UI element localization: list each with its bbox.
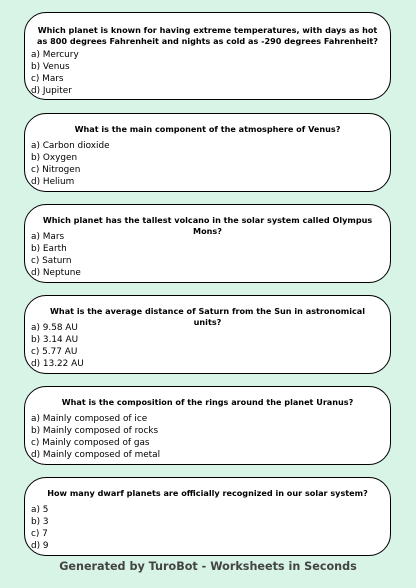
option-b: b) Oxygen <box>31 153 78 163</box>
option-d: d) 9 <box>31 541 49 551</box>
question-text: What is the average distance of Saturn from the Sun in astronomical units? <box>50 306 365 327</box>
question-card-6 <box>24 477 391 556</box>
footer-credit: Generated by TuroBot - Worksheets in Seconds <box>59 560 357 573</box>
option-b: b) 3 <box>31 517 49 527</box>
answer-options <box>31 413 160 461</box>
option-a: a) Mars <box>31 232 65 242</box>
question-card-2 <box>24 113 391 192</box>
answer-options <box>31 140 110 188</box>
option-c: c) 7 <box>31 529 48 539</box>
question-card-4 <box>24 295 391 374</box>
option-c: c) 5.77 AU <box>31 347 78 357</box>
question-text: How many dwarf planets are officially recognized in our solar system? <box>47 488 368 498</box>
option-d: d) Mainly composed of metal <box>31 450 161 460</box>
question-text: Which planet has the tallest volcano in the solar system called Olympus Mons? <box>42 215 373 236</box>
option-c: c) Saturn <box>31 256 72 266</box>
option-d: d) Jupiter <box>31 86 72 96</box>
answer-options <box>31 322 84 370</box>
question-text: What is the composition of the rings around the planet Uranus? <box>61 397 354 407</box>
question-text: What is the main component of the atmosphere of Venus? <box>74 124 341 134</box>
option-b: b) Venus <box>31 62 70 72</box>
answer-options <box>31 231 81 279</box>
option-b: b) Earth <box>31 244 67 254</box>
question-card-1 <box>24 12 391 100</box>
question-text: Which planet is known for having extreme temperatures, with days as hot as 800 degrees Fahrenheit and nights as cold as -290 degrees Fahrenheit? <box>37 25 378 46</box>
question-card-3 <box>24 204 391 283</box>
option-a: a) 9.58 AU <box>31 323 78 333</box>
question-card-5 <box>24 386 391 465</box>
option-c: c) Nitrogen <box>31 165 81 175</box>
answer-options <box>31 504 49 552</box>
option-d: d) Neptune <box>31 268 81 278</box>
option-b: b) 3.14 AU <box>31 335 79 345</box>
answer-options <box>31 49 79 97</box>
option-a: a) Mainly composed of ice <box>31 414 148 424</box>
option-b: b) Mainly composed of rocks <box>31 426 159 436</box>
option-d: d) Helium <box>31 177 75 187</box>
option-a: a) Carbon dioxide <box>31 141 110 151</box>
option-a: a) Mercury <box>31 50 79 60</box>
option-a: a) 5 <box>31 505 49 515</box>
option-c: c) Mainly composed of gas <box>31 438 150 448</box>
option-d: d) 13.22 AU <box>31 359 84 369</box>
option-c: c) Mars <box>31 74 64 84</box>
